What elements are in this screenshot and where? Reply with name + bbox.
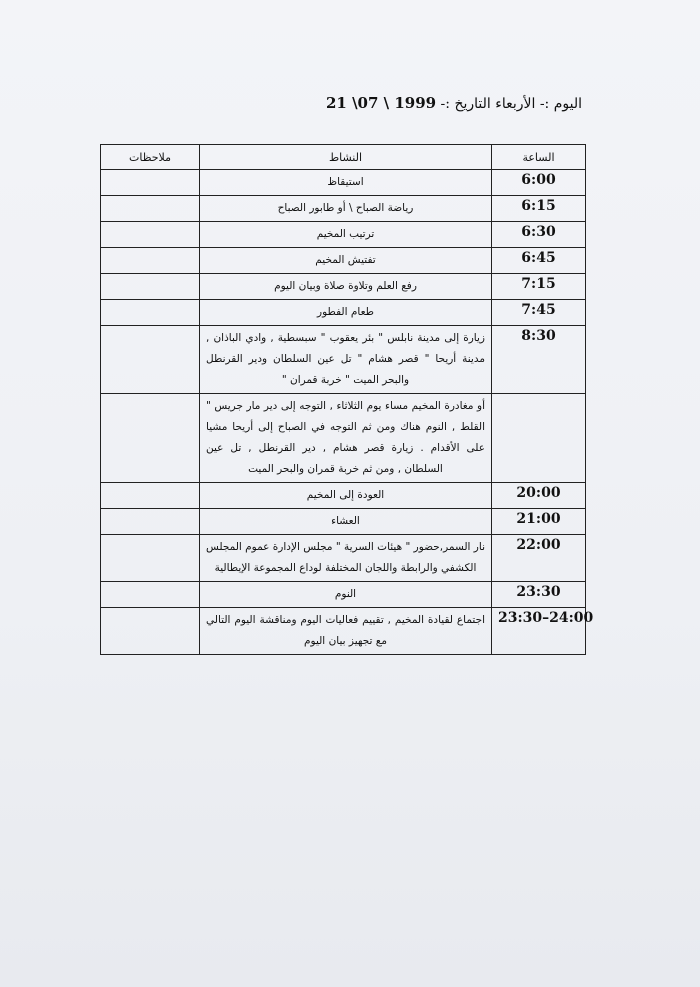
table-row (101, 582, 586, 608)
time-cell: 21:00 (492, 509, 586, 535)
activity-cell: النوم (200, 582, 492, 608)
table-row (101, 274, 586, 300)
notes-cell (101, 300, 200, 326)
schedule-table (100, 144, 594, 655)
time-cell: 6:15 (492, 196, 586, 222)
table-row (101, 394, 586, 483)
activity-cell: طعام الفطور (200, 300, 492, 326)
time-cell: 23:30–24:00 (492, 608, 586, 655)
date-value: 21 \07 \ 1999 (325, 94, 437, 112)
activity-cell: استيقاظ (200, 170, 492, 196)
notes-cell (101, 274, 200, 300)
column-header-time: الساعة (492, 145, 586, 170)
table-row (101, 300, 586, 326)
document-header (326, 94, 582, 112)
table-row (101, 608, 586, 655)
activity-cell: رفع العلم وتلاوة صلاة وبيان اليوم (200, 274, 492, 300)
table-row (101, 196, 586, 222)
activity-cell: تفتيش المخيم (200, 248, 492, 274)
notes-cell (101, 483, 200, 509)
notes-cell (101, 170, 200, 196)
time-cell: 7:45 (492, 300, 586, 326)
activity-cell: نار السمر,حضور " هيئات السرية " مجلس الإدارة عموم المجلس الكشفي والرابطة واللجان المختلفة لوداع المجموعة الإيطالية (200, 535, 492, 582)
time-cell: 6:00 (492, 170, 586, 196)
time-cell: 22:00 (492, 535, 586, 582)
notes-cell (101, 394, 200, 483)
time-cell: 23:30 (492, 582, 586, 608)
table-row (101, 326, 586, 394)
time-cell (492, 394, 586, 483)
table-row (101, 509, 586, 535)
notes-cell (101, 535, 200, 582)
time-cell: 6:30 (492, 222, 586, 248)
table-row (101, 222, 586, 248)
time-cell: 8:30 (492, 326, 586, 394)
table-row (101, 483, 586, 509)
time-cell: 20:00 (492, 483, 586, 509)
notes-cell (101, 326, 200, 394)
time-cell: 6:45 (492, 248, 586, 274)
notes-cell (101, 248, 200, 274)
day-label: اليوم :- الأربعاء التاريخ :- (440, 96, 582, 112)
notes-cell (101, 222, 200, 248)
column-header-notes: ملاحظات (101, 145, 200, 170)
column-header-activity: النشاط (200, 145, 492, 170)
notes-cell (101, 608, 200, 655)
activity-cell: أو مغادرة المخيم مساء يوم الثلاثاء , التوجه إلى دير مار جريس " القلط , النوم هناك ومن ثم التوجه في الصباح إلى أريحا مشيا على الأقدام . زيارة قصر هشام , دير القرنطل , تل عين السلطان , ومن ثم خربة قمران والبحر الميت (200, 394, 492, 483)
activity-cell: العودة إلى المخيم (200, 483, 492, 509)
table-row (101, 248, 586, 274)
table-row (101, 535, 586, 582)
time-cell: 7:15 (492, 274, 586, 300)
table-row (101, 170, 586, 196)
activity-cell: زيارة إلى مدينة نابلس " بئر يعقوب " سبسطية , وادي الباذان , مدينة أريحا " قصر هشام " تل عين السلطان ودير القرنطل والبحر الميت " خربة قمران " (200, 326, 492, 394)
notes-cell (101, 582, 200, 608)
activity-cell: ترتيب المخيم (200, 222, 492, 248)
notes-cell (101, 509, 200, 535)
table-header-row (101, 145, 586, 170)
activity-cell: رياضة الصباح \ أو طابور الصباح (200, 196, 492, 222)
activity-cell: العشاء (200, 509, 492, 535)
activity-cell: اجتماع لقيادة المخيم , تقييم فعاليات اليوم ومناقشة اليوم التالي مع تجهيز بيان اليوم (200, 608, 492, 655)
notes-cell (101, 196, 200, 222)
